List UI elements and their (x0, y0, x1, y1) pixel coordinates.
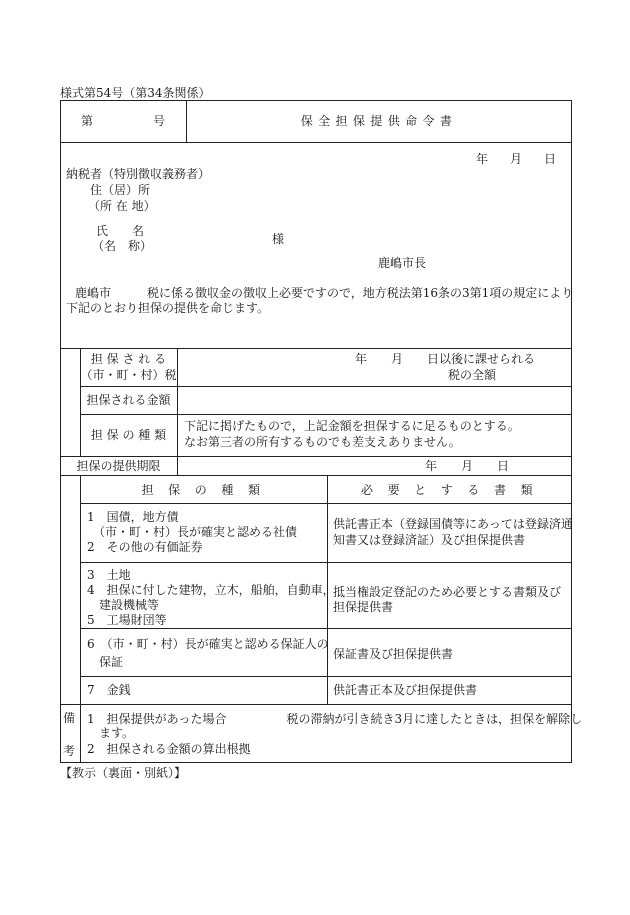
name-label: 氏 名 (96, 224, 145, 238)
list-item-right: 知書又は登録済証）及び担保提供書 (333, 533, 526, 547)
col-header-security-kind: 担 保 の 種 類 (141, 483, 266, 497)
document-title: 保全担保提供命令書 (300, 114, 458, 128)
entity-name-label: （名 称） (92, 239, 153, 253)
date-year: 年 (476, 152, 489, 166)
location-label: （所 在 地） (88, 199, 156, 213)
security-kind-text: なお第三者の所有するものでも差支えありません。 (184, 435, 461, 449)
secured-tax-value: 年 月 日以後に課せられる (355, 352, 536, 366)
rule (60, 142, 572, 143)
list-item-left: 保証 (87, 655, 124, 669)
taxpayer-label: 納税者（特別徴収義務者） (66, 167, 211, 181)
deadline-label: 担保の提供期限 (76, 459, 161, 473)
list-item-right: 抵当権設定登記のため必要とする書類及び (333, 585, 562, 599)
list-item-right: 供託書正本（登録国債等にあっては登録済通 (333, 517, 573, 531)
security-kind-text: 下記に掲げたもので，上記金額を担保するに足るものとする。 (184, 419, 520, 433)
document-number-label: 第 号 (80, 114, 165, 128)
rule (80, 475, 81, 704)
rule (80, 562, 572, 563)
body-text-line: 下記のとおり担保の提供を命じます。 (66, 301, 270, 315)
rule (60, 348, 572, 349)
remarks-text: 2 担保される金額の算出根拠 (87, 742, 251, 756)
list-item-right: 保証書及び担保提供書 (333, 647, 454, 661)
rule (80, 628, 572, 629)
list-item-right: 供託書正本及び担保提供書 (333, 683, 478, 697)
date-day: 日 (544, 152, 557, 166)
address-label: 住（居）所 (90, 183, 151, 197)
remarks-text: ます。 (87, 726, 135, 740)
instruction-note: 【教示（裏面・別紙）】 (60, 766, 187, 780)
list-item-left: 1 国債，地方債 (87, 510, 179, 524)
secured-tax-label: 担 保 さ れ る (90, 352, 167, 366)
form-id: 様式第54号（第34条関係） (60, 86, 211, 100)
rule (80, 503, 572, 504)
rule (60, 475, 572, 476)
col-header-required-documents: 必 要 と す る 書 類 (360, 483, 539, 497)
remarks-label: 考 (63, 744, 76, 758)
date-month: 月 (510, 152, 523, 166)
honorific: 様 (272, 232, 285, 246)
rule (60, 704, 572, 705)
secured-tax-label: （市・町・村）税 (80, 368, 177, 382)
security-kind-label: 担 保 の 種 類 (90, 428, 167, 442)
list-item-left: 建設機械等 (87, 598, 160, 612)
issuer: 鹿嶋市長 (378, 256, 427, 270)
list-item-left: 5 工場財団等 (87, 613, 167, 627)
list-item-right: 担保提供書 (333, 600, 394, 614)
rule (80, 386, 572, 387)
rule (60, 456, 572, 457)
body-text-line: 鹿嶋市 税に係る徴収金の徴収上必要ですので，地方税法第16条の3第1項の規定により (75, 286, 574, 300)
rule (80, 704, 81, 763)
list-item-left: 4 担保に付した建物，立木，船舶，自動車， (87, 583, 335, 597)
deadline-value: 年 月 日 (425, 459, 510, 473)
rule (80, 676, 572, 677)
remarks-label: 備 (63, 711, 76, 725)
list-item-left: （市・町・村）長が確実と認める社債 (87, 525, 298, 539)
list-item-left: 7 金銭 (87, 683, 131, 697)
list-item-left: 6 （市・町・村）長が確実と認める保証人の (87, 637, 329, 651)
rule (80, 414, 572, 415)
list-item-left: 2 その他の有価証券 (87, 540, 203, 554)
list-item-left: 3 土地 (87, 568, 131, 582)
remarks-text: 1 担保提供があった場合 税の滞納が引き続き3月に達したときは，担保を解除し (87, 712, 583, 726)
secured-tax-value: 税の全額 (448, 368, 497, 382)
secured-amount-label: 担保される金額 (86, 393, 171, 407)
